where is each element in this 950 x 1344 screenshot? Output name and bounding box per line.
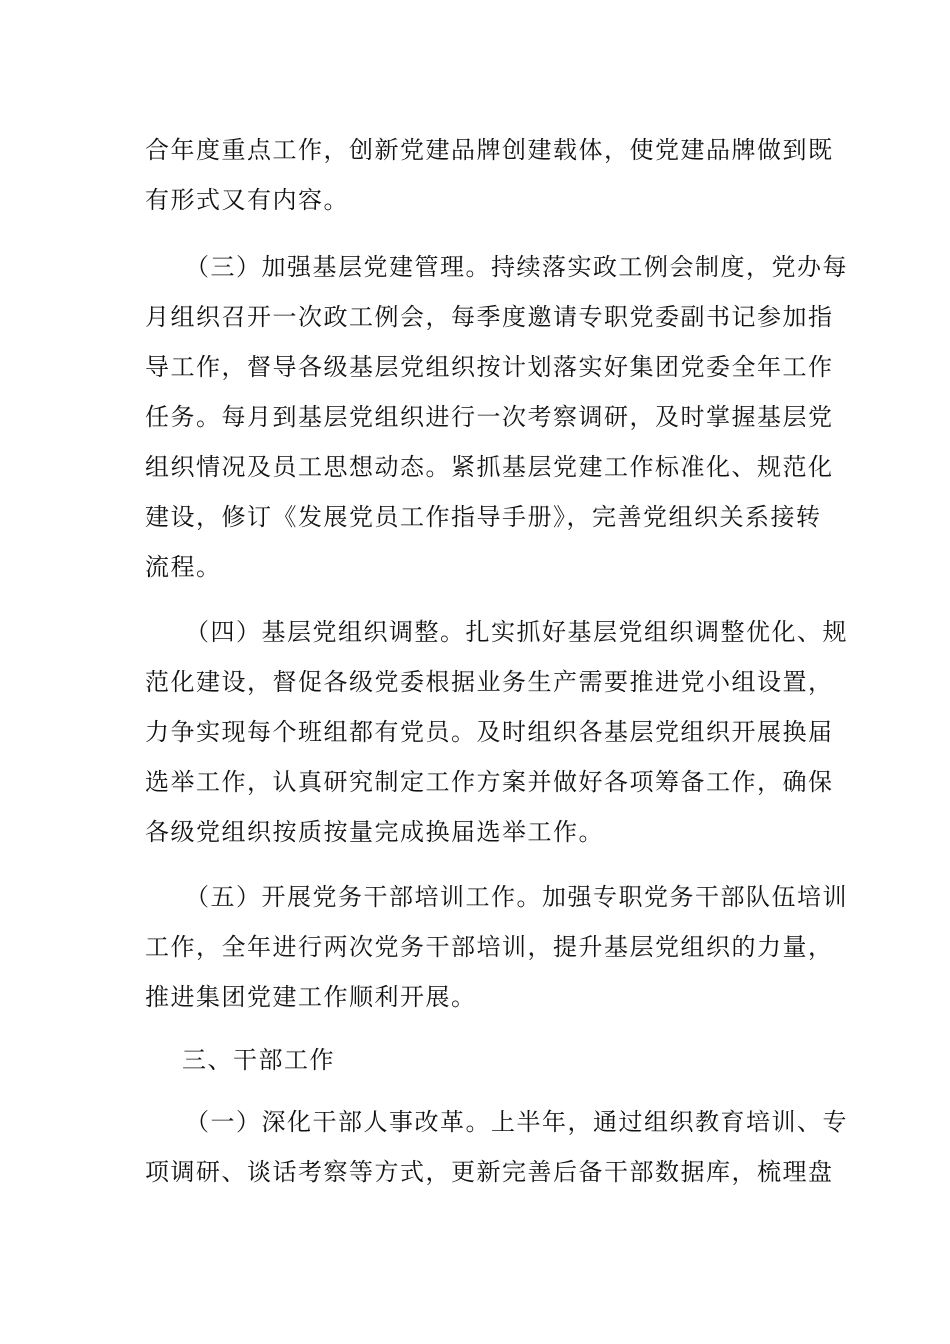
- paragraph-line: （五）开展党务干部培训工作。加强专职党务干部队伍培训: [185, 883, 848, 911]
- paragraph-line: 各级党组织按质按量完成换届选举工作。: [145, 818, 604, 846]
- paragraph-line: 选举工作，认真研究制定工作方案并做好各项筹备工作，确保: [145, 768, 834, 796]
- paragraph-line: 月组织召开一次政工例会，每季度邀请专职党委副书记参加指: [145, 303, 834, 331]
- paragraph-line: 任务。每月到基层党组织进行一次考察调研，及时掌握基层党: [145, 403, 834, 431]
- paragraph-line: 工作，全年进行两次党务干部培训，提升基层党组织的力量，: [145, 933, 834, 961]
- paragraph-line: （一）深化干部人事改革。上半年，通过组织教育培训、专: [185, 1108, 848, 1136]
- paragraph-line: （四）基层党组织调整。扎实抓好基层党组织调整优化、规: [185, 618, 848, 646]
- section-heading: 三、干部工作: [182, 1046, 335, 1074]
- paragraph-line: 流程。: [145, 553, 222, 581]
- paragraph-line: 导工作，督导各级基层党组织按计划落实好集团党委全年工作: [145, 353, 834, 381]
- paragraph-line: 建设，修订《发展党员工作指导手册》，完善党组织关系接转: [145, 503, 822, 531]
- paragraph-line: 组织情况及员工思想动态。紧抓基层党建工作标准化、规范化: [145, 453, 834, 481]
- paragraph-line: 项调研、谈话考察等方式，更新完善后备干部数据库，梳理盘: [145, 1158, 834, 1186]
- paragraph-line: 范化建设，督促各级党委根据业务生产需要推进党小组设置，: [145, 668, 834, 696]
- paragraph-line: 推进集团党建工作顺利开展。: [145, 983, 477, 1011]
- paragraph-line: 合年度重点工作，创新党建品牌创建载体，使党建品牌做到既: [145, 136, 834, 164]
- paragraph-line: 力争实现每个班组都有党员。及时组织各基层党组织开展换届: [145, 718, 834, 746]
- paragraph-line: （三）加强基层党建管理。持续落实政工例会制度，党办每: [185, 253, 848, 281]
- paragraph-line: 有形式又有内容。: [145, 186, 349, 214]
